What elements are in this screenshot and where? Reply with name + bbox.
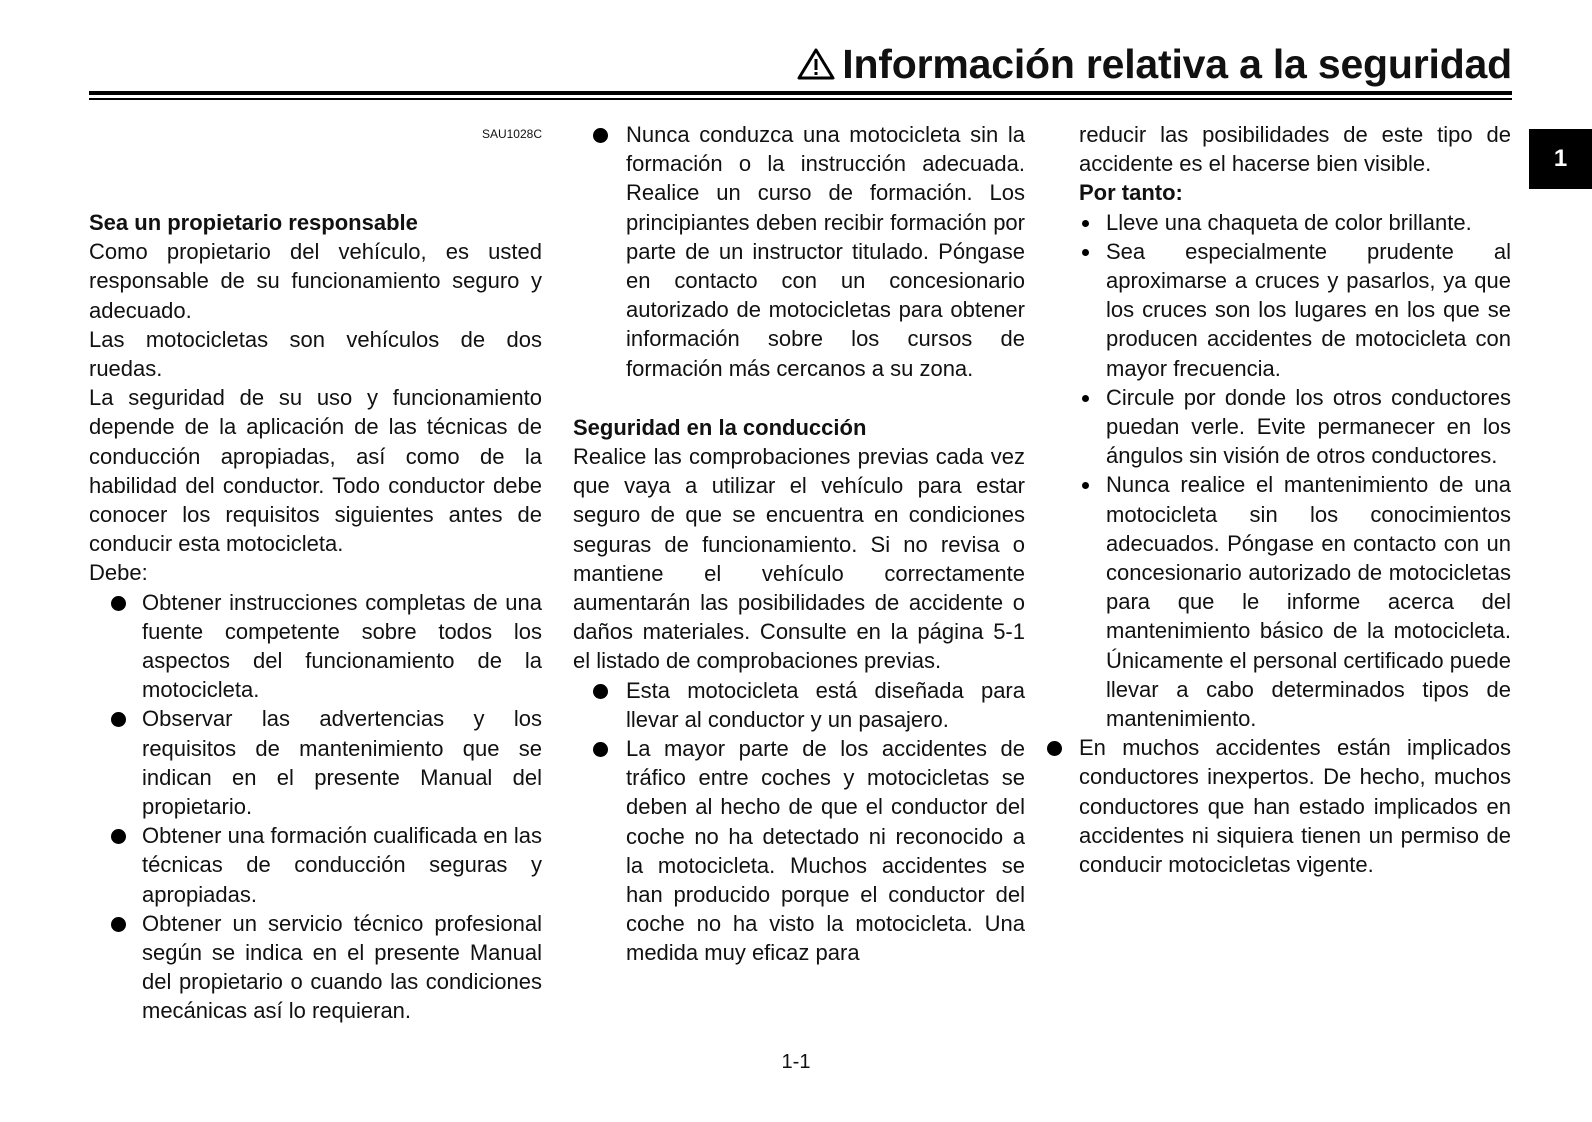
safety-list: [573, 676, 1025, 968]
paragraph: reducir las posibilidades de este tipo de accidente es el hacerse bien visible.: [1079, 122, 1511, 177]
sub-list-item: Nunca realice el mantenimiento de una motocicleta sin los conocimientos adecuados. Póngase en contacto con un concesionario autorizado de motocicletas para que le informe acerca del mantenimiento básico de la motocicleta. Únicamente el personal certificado puede llevar a cabo determinados tipos de mantenimiento.: [1079, 470, 1511, 733]
requirements-list: [89, 588, 542, 1026]
section-heading: Seguridad en la conducción: [573, 414, 867, 440]
experience-list: [1047, 733, 1511, 879]
sub-list-item: Sea especialmente prudente al aproximarse a cruces y pasarlos, ya que los cruces son los lugares en los que se producen accidentes de motocicleta con mayor frecuencia.: [1079, 237, 1511, 383]
page-title-text: Información relativa a la seguridad: [842, 41, 1512, 87]
warning-icon: [796, 47, 836, 81]
paragraph: Debe:: [89, 560, 148, 586]
list-item: En muchos accidentes están implicados conductores inexpertos. De hecho, muchos conductores que han estado implicados en accidentes ni siquiera tienen un permiso de conducir motocicletas vigente.: [1047, 733, 1511, 879]
list-item: Obtener un servicio técnico profesional según se indica en el presente Manual del propietario o cuando las condiciones mecánicas así lo requieran.: [89, 909, 542, 1026]
column-1: [89, 120, 542, 1026]
paragraph: Realice las comprobaciones previas cada vez que vaya a utilizar el vehículo para estar seguro de que se encuentra en condiciones seguras de funcionamiento. Si no revisa o mantiene el vehículo correctamente aumentarán las posibilidades de accidente o daños materiales. Consulte en la página 5-1 el listado de comprobaciones previas.: [573, 444, 1025, 674]
list-item: Obtener instrucciones completas de una fuente competente sobre todos los aspectos del funcionamiento de la motocicleta.: [89, 588, 542, 705]
sub-list-item: Circule por donde los otros conductores puedan verle. Evite permanecer en los ángulos sin visión de otros conductores.: [1079, 383, 1511, 471]
list-item: Observar las advertencias y los requisitos de mantenimiento que se indican en el presente Manual del propietario.: [89, 704, 542, 821]
chapter-tab: 1: [1529, 129, 1592, 189]
sub-list-item: Lleve una chaqueta de color brillante.: [1079, 208, 1511, 237]
training-list: [573, 120, 1025, 383]
column-3: [1079, 120, 1511, 879]
list-item: Obtener una formación cualificada en las técnicas de conducción seguras y apropiadas.: [89, 821, 542, 909]
page-number: 1-1: [781, 1051, 811, 1073]
header-rule-thin: [89, 98, 1512, 100]
advice-list: [1079, 208, 1511, 734]
list-item: Nunca conduzca una motocicleta sin la formación o la instrucción adecuada. Realice un curso de formación. Los principiantes deben recibir formación por parte de un instructor titulado. Póngase en contacto con un concesionario autorizado de motocicletas para obtener información sobre los cursos de formación más cercanos a su zona.: [573, 120, 1025, 383]
section-heading: Sea un propietario responsable: [89, 210, 418, 235]
column-2: [573, 120, 1025, 968]
page-title: [796, 41, 1512, 87]
list-item: La mayor parte de los accidentes de tráfico entre coches y motocicletas se deben al hecho de que el conductor del coche no ha detectado ni reconocido a la motocicleta. Muchos accidentes se han producido porque el conductor del coche no ha visto la motocicleta. Una medida muy eficaz para: [573, 734, 1025, 968]
subheading: Por tanto:: [1079, 180, 1183, 206]
paragraph: Como propietario del vehículo, es usted responsable de su funcionamiento seguro y adecuado.: [89, 239, 542, 323]
list-item: Esta motocicleta está diseñada para llevar al conductor y un pasajero.: [573, 676, 1025, 734]
paragraph: La seguridad de su uso y funcionamiento depende de la aplicación de las técnicas de conducción apropiadas, así como de la habilidad del conductor. Todo conductor debe conocer los requisitos siguientes antes de conducir esta motocicleta.: [89, 385, 542, 557]
section-code: SAU1028C: [481, 127, 542, 141]
paragraph: Las motocicletas son vehículos de dos ruedas.: [89, 326, 542, 382]
header-rule: [89, 91, 1512, 95]
